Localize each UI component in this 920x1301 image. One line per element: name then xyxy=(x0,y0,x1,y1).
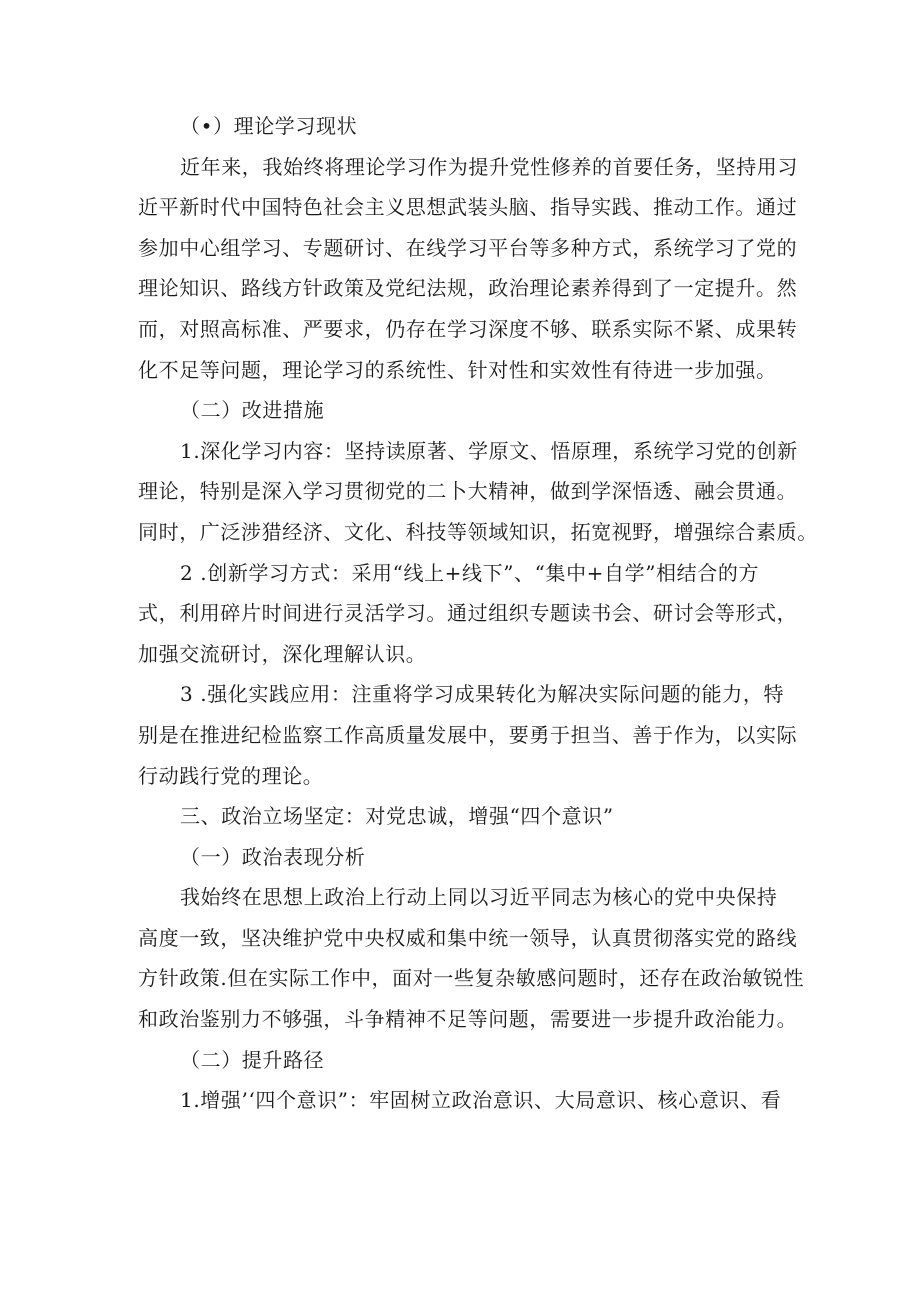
text-line: 化不足等问题，理论学习的系统性、针对性和实效性有待进一步加强。 xyxy=(138,357,777,382)
text-line: 近年来，我始终将理论学习作为提升党性修养的首要任务，坚持用习 xyxy=(180,154,798,179)
text-line: 高度一致，坚决维护党中央权威和集中统一领导，认真贯彻落实党的路线 xyxy=(138,925,798,950)
text-line: （二）改进措施 xyxy=(180,398,325,423)
text-line: 同时，广泛涉猎经济、文化、科技等领域知识，拓宽视野，增强综合素质。 xyxy=(138,519,818,544)
text-line: 别是在推进纪检监察工作高质量发展中，要勇于担当、善于作为，以实际 xyxy=(138,722,798,747)
text-line: 而，对照高标准、严要求，仍存在学习深度不够、联系实际不紧、成果转 xyxy=(138,316,798,341)
text-line: 我始终在思想上政治上行动上同以习近平同志为核心的党中央保持 xyxy=(180,885,778,910)
text-line: （•）理论学习现状 xyxy=(180,114,358,138)
text-line: （一）政治表现分析 xyxy=(180,844,366,869)
text-line: 加强交流研讨，深化理解认识。 xyxy=(138,641,427,666)
text-line: 式，利用碎片时间进行灵活学习。通过组织专题读书会、研讨会等形式， xyxy=(138,601,798,626)
text-line: 3 .强化实践应用：注重将学习成果转化为解决实际问题的能力，特 xyxy=(180,682,785,707)
text-line: 理论，特别是深入学习贯彻党的二卜大精神，做到学深悟透、融会贯通。 xyxy=(138,479,798,504)
text-line: 2 .创新学习方式：采用“线上+线下”、“集中+自学”相结合的方 xyxy=(180,560,760,585)
text-line: 理论知识、路线方针政策及党纪法规，政治理论素养得到了一定提升。然 xyxy=(138,276,798,301)
text-line: 三、政治立场坚定：对党忠诚，增强“四个意识” xyxy=(180,804,614,829)
text-line: 参加中心组学习、专题研讨、在线学习平台等多种方式，系统学习了党的 xyxy=(138,235,798,260)
text-line: 1.深化学习内容：坚持读原著、学原文、悟原理，系统学习党的创新 xyxy=(180,438,798,463)
document-body xyxy=(138,106,818,1121)
text-line: 行动践行党的理论。 xyxy=(138,763,324,788)
text-line: 和政治鉴别力不够强，斗争精神不足等问题，需要进一步提升政治能力。 xyxy=(138,1007,798,1032)
text-line: 近平新时代中国特色社会主义思想武装头脑、指导实践、推动工作。通过 xyxy=(138,195,798,220)
text-line: （二）提升路径 xyxy=(180,1047,325,1072)
text-line: 1.增强’‘四个意识”：牢固树立政治意识、大局意识、核心意识、看 xyxy=(180,1088,782,1113)
text-line: 方针政策.但在实际工作中，面对一些复杂敏感问题时，还存在政治敏锐性 xyxy=(138,966,805,991)
